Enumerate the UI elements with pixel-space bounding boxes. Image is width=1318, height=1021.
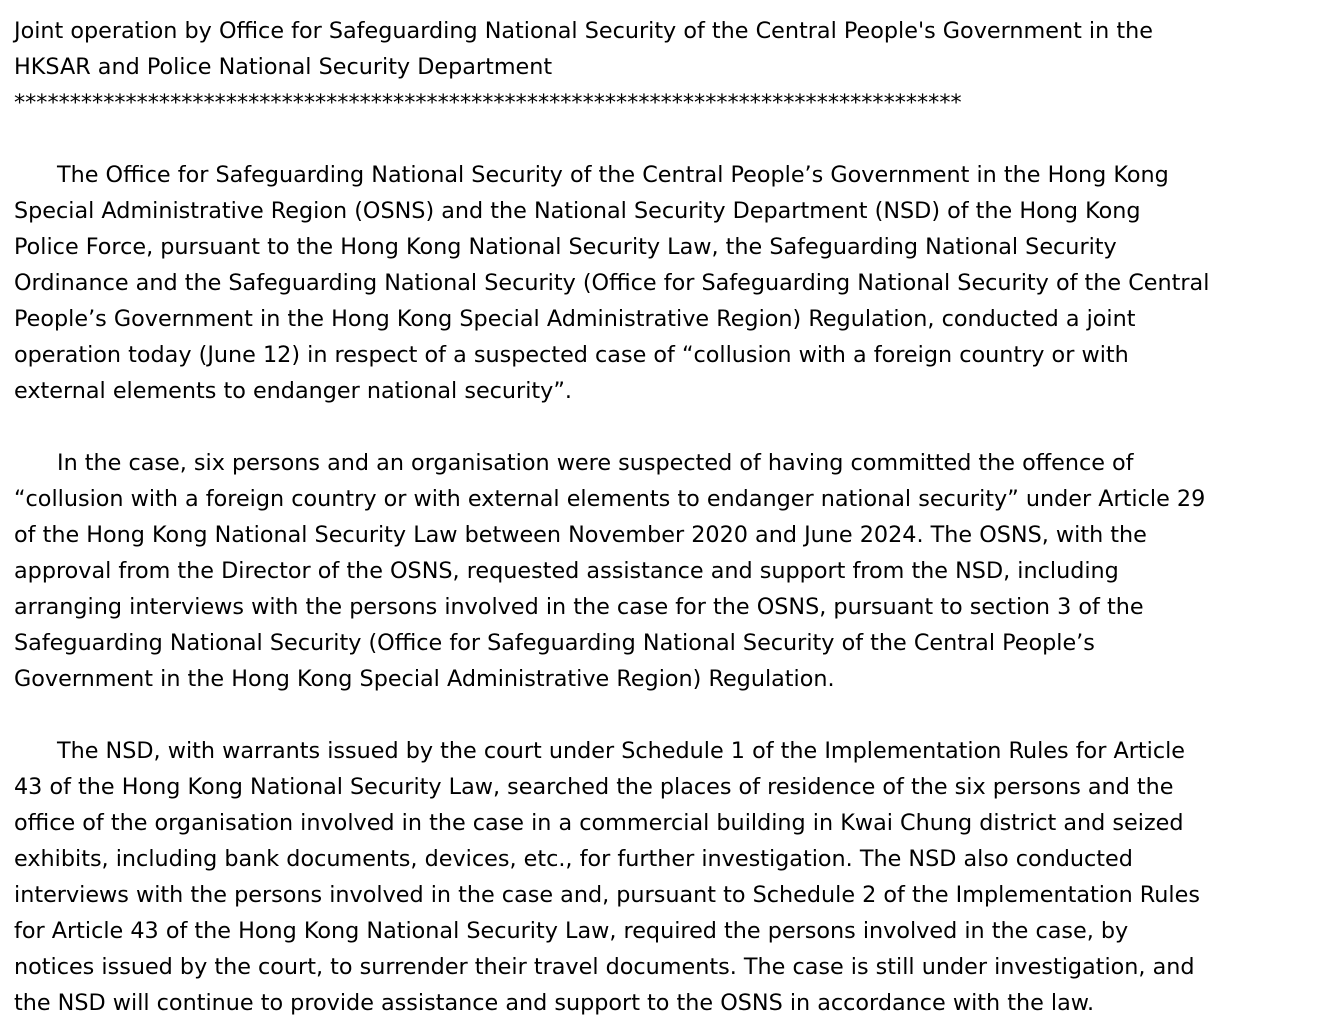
paragraph-line: Safeguarding National Security (Office for Safeguarding National Security of the Central People’s (14, 630, 1095, 656)
paragraph-line: the NSD will continue to provide assistance and support to the OSNS in accordance with the law. (14, 990, 1095, 1016)
paragraph-line: People’s Government in the Hong Kong Special Administrative Region) Regulation, conducted a joint (14, 306, 1136, 332)
paragraph-line: office of the organisation involved in the case in a commercial building in Kwai Chung district and seized (14, 810, 1184, 836)
paragraph-line: In the case, six persons and an organisation were suspected of having committed the offence of (57, 450, 1134, 476)
paragraph-line: interviews with the persons involved in the case and, pursuant to Schedule 2 of the Implementation Rules (14, 882, 1200, 908)
paragraph-line: approval from the Director of the OSNS, requested assistance and support from the NSD, including (14, 558, 1119, 584)
paragraph-line: Government in the Hong Kong Special Administrative Region) Regulation. (14, 666, 835, 692)
paragraph-line: of the Hong Kong National Security Law between November 2020 and June 2024. The OSNS, with the (14, 522, 1147, 548)
paragraph-line: arranging interviews with the persons involved in the case for the OSNS, pursuant to section 3 of the (14, 594, 1144, 620)
asterisk-divider: ************************************************************************************* (14, 90, 962, 116)
paragraph-line: operation today (June 12) in respect of a suspected case of “collusion with a foreign country or with (14, 342, 1129, 368)
body-paragraph-3 (14, 733, 1318, 1021)
body-paragraph-2 (14, 445, 1318, 697)
paragraph-line: external elements to endanger national security”. (14, 378, 572, 404)
paragraph-line: The Office for Safeguarding National Security of the Central People’s Government in the Hong Kong (57, 162, 1169, 188)
body-paragraph-1 (14, 157, 1318, 409)
paragraph-line: notices issued by the court, to surrender their travel documents. The case is still under investigation, and (14, 954, 1195, 980)
paragraph-line: Special Administrative Region (OSNS) and the National Security Department (NSD) of the Hong Kong (14, 198, 1141, 224)
paragraph-line: exhibits, including bank documents, devices, etc., for further investigation. The NSD also conducted (14, 846, 1133, 872)
paragraph-line: The NSD, with warrants issued by the court under Schedule 1 of the Implementation Rules for Article (57, 738, 1185, 764)
paragraph-line: for Article 43 of the Hong Kong National Security Law, required the persons involved in the case, by (14, 918, 1129, 944)
paragraph-line: Police Force, pursuant to the Hong Kong National Security Law, the Safeguarding National Security (14, 234, 1117, 260)
paragraph-line: “collusion with a foreign country or with external elements to endanger national security” under Article 29 (14, 486, 1206, 512)
title-line: HKSAR and Police National Security Department (14, 54, 553, 80)
paragraph-line: 43 of the Hong Kong National Security Law, searched the places of residence of the six persons and the (14, 774, 1174, 800)
press-release-title (14, 13, 1274, 85)
paragraph-line: Ordinance and the Safeguarding National Security (Office for Safeguarding National Security of the Central (14, 270, 1210, 296)
title-line: Joint operation by Office for Safeguarding National Security of the Central People's Government in the (14, 18, 1153, 44)
